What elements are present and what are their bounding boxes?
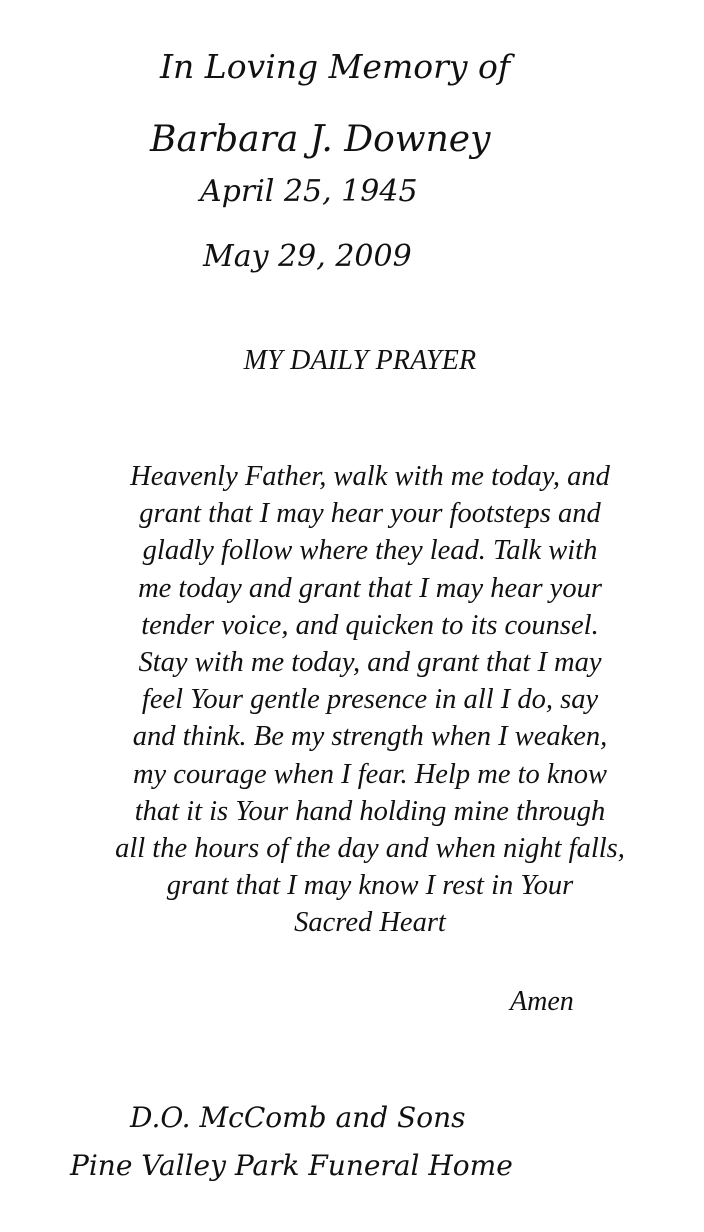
prayer-line: and think. Be my strength when I weaken, [132, 721, 608, 753]
deceased-name: Barbara J. Downey [150, 119, 491, 160]
prayer-line: Stay with me today, and grant that I may [138, 646, 602, 678]
memorial-heading: In Loving Memory of [160, 47, 511, 86]
prayer-line: that it is Your hand holding mine through [134, 795, 606, 827]
prayer-title: MY DAILY PRAYER [243, 345, 477, 376]
prayer-closing: Amen [510, 986, 574, 1017]
prayer-line: grant that I may hear your footsteps and [139, 498, 601, 530]
prayer-text [20, 458, 704, 941]
prayer-line: gladly follow where they lead. Talk with [142, 535, 598, 567]
death-date: May 29, 2009 [203, 239, 412, 274]
prayer-line: me today and grant that I may hear your [138, 572, 602, 604]
prayer-line: all the hours of the day and when night falls, [115, 832, 625, 864]
prayer-line: tender voice, and quicken to its counsel. [141, 609, 599, 641]
funeral-home-owner: D.O. McComb and Sons [130, 1101, 466, 1134]
birth-date: April 25, 1945 [200, 174, 418, 209]
prayer-line: Sacred Heart [294, 907, 446, 939]
prayer-line: grant that I may know I rest in Your [166, 870, 574, 902]
prayer-line: Heavenly Father, walk with me today, and [130, 461, 610, 492]
prayer-line: feel Your gentle presence in all I do, say [141, 684, 599, 716]
funeral-home-name: Pine Valley Park Funeral Home [70, 1149, 513, 1182]
prayer-line: my courage when I fear. Help me to know [132, 758, 608, 790]
